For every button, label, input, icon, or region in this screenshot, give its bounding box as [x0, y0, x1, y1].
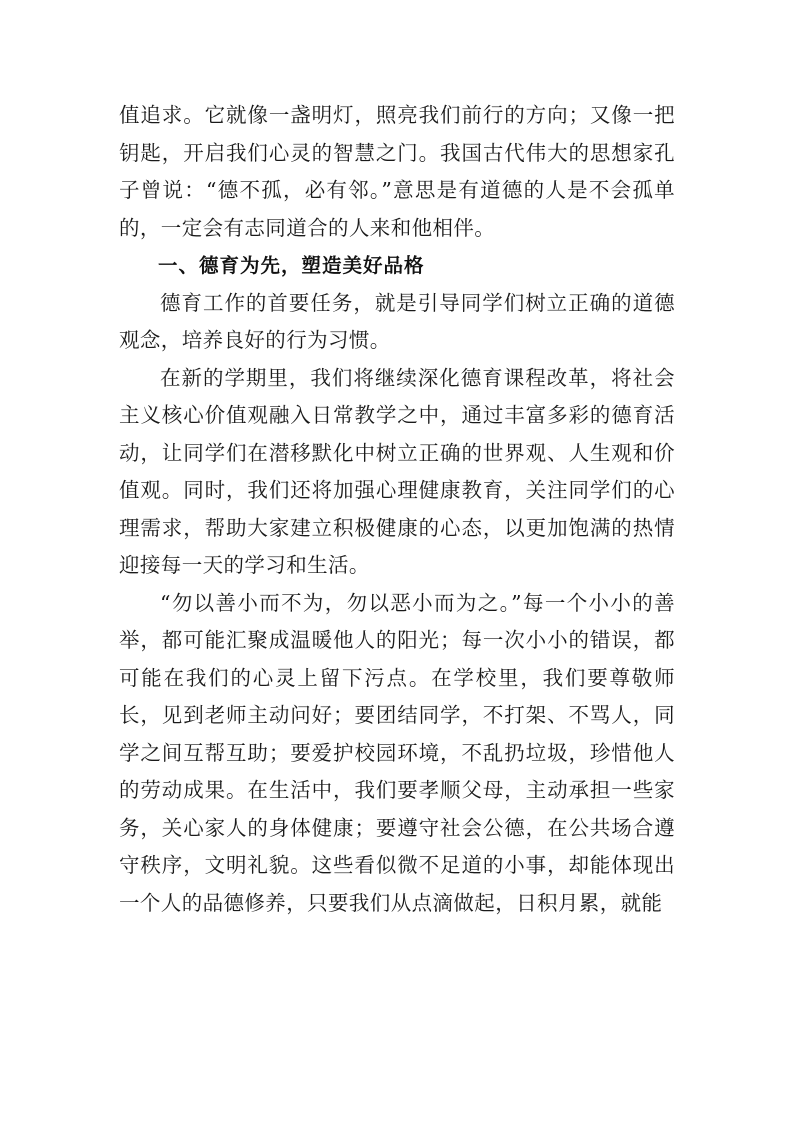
document-body	[119, 97, 675, 922]
section-heading: 一、德育为先，塑造美好品格	[158, 254, 425, 277]
paragraph-new-semester: 在新的学期里，我们将继续深化德育课程改革，将社会主义核心价值观融入日常教学之中，通过丰富多彩的德育活动，让同学们在潜移默化中树立正确的世界观、人生观和价值观。同时，我们还将加强心理健康教育，关注同学们的心理需求，帮助大家建立积极健康的心态，以更加饱满的热情迎接每一天的学习和生活。	[119, 365, 675, 577]
paragraph-continuation: 值追求。它就像一盏明灯，照亮我们前行的方向；又像一把钥匙，开启我们心灵的智慧之门。我国古代伟大的思想家孔子曾说：“德不孤，必有邻。”意思是有道德的人是不会孤单的，一定会有志同道合的人来和他相伴。	[119, 103, 675, 240]
paragraph-moral-education-task: 德育工作的首要任务，就是引导同学们树立正确的道德观念，培养良好的行为习惯。	[119, 290, 675, 352]
paragraph-small-deeds: “勿以善小而不为，勿以恶小而为之。”每一个小小的善举，都可能汇聚成温暖他人的阳光；每一次小小的错误，都可能在我们的心灵上留下污点。在学校里，我们要尊敬师长，见到老师主动问好；要团结同学，不打架、不骂人，同学之间互帮互助；要爱护校园环境，不乱扔垃圾，珍惜他人的劳动成果。在生活中，我们要孝顺父母，主动承担一些家务，关心家人的身体健康；要遵守社会公德，在公共场合遵守秩序，文明礼貌。这些看似微不足道的小事，却能体现出一个人的品德修养，只要我们从点滴做起，日积月累，就能	[119, 590, 675, 915]
